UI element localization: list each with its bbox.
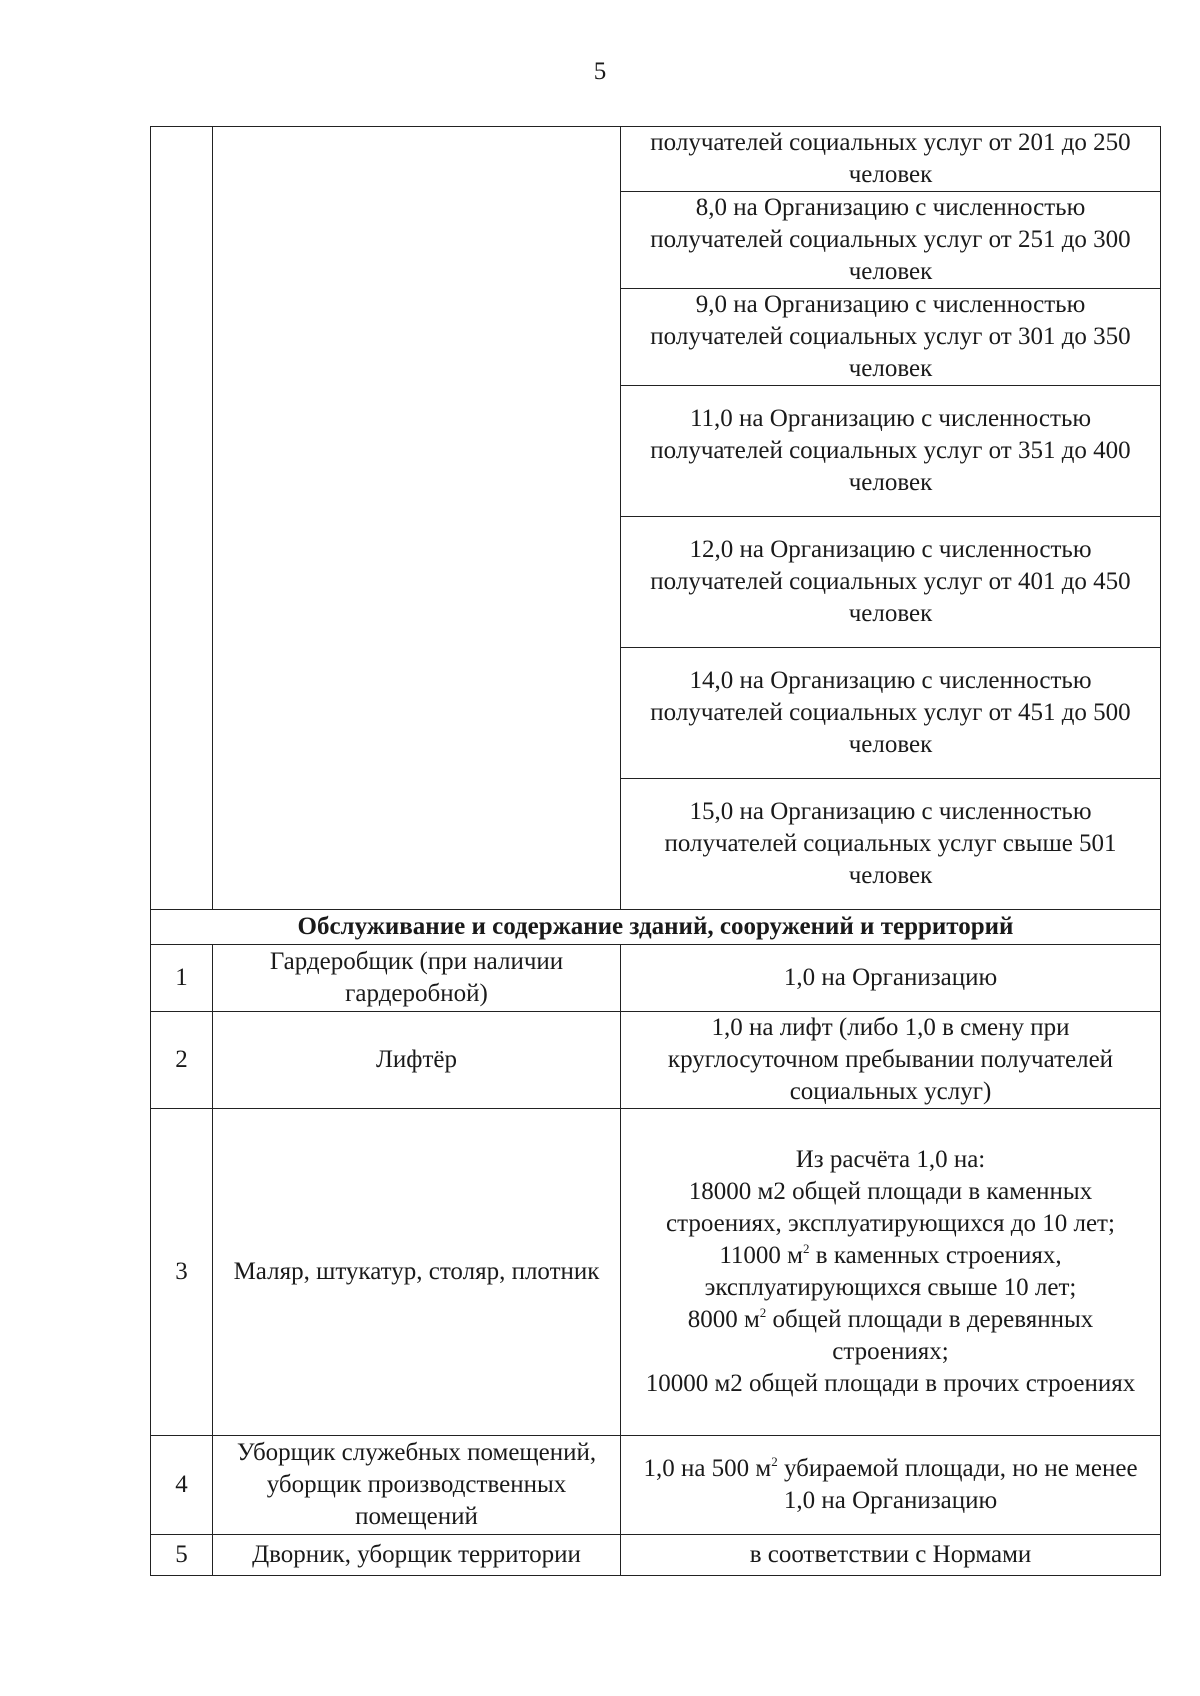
staff-norm: 1,0 на Организацию xyxy=(621,945,1161,1012)
row-number: 5 xyxy=(151,1535,213,1576)
superscript: 2 xyxy=(759,1305,767,1320)
norm-cell: 11,0 на Организацию с численностью получателей социальных услуг от 351 до 400 человек xyxy=(621,386,1161,517)
position-name: Дворник, уборщик территории xyxy=(213,1535,621,1576)
page-number: 5 xyxy=(593,58,607,85)
table-row xyxy=(151,127,1161,192)
norm-cell: получателей социальных услуг от 201 до 250 человек xyxy=(621,127,1161,192)
norm-cell: 8,0 на Организацию с численностью получателей социальных услуг от 251 до 300 человек xyxy=(621,192,1161,289)
norm-text: убираемой площади, но не менее 1,0 на Организацию xyxy=(777,1455,1138,1514)
staff-norm xyxy=(621,1109,1161,1436)
table-row xyxy=(151,1109,1161,1436)
norm-line: 10000 м2 общей площади в прочих строениях xyxy=(645,1370,1136,1397)
section-title: Обслуживание и содержание зданий, сооружений и территорий xyxy=(151,910,1161,945)
norm-line xyxy=(631,1304,1150,1368)
staff-norms-table xyxy=(150,126,1161,1576)
staff-norm xyxy=(621,1436,1161,1535)
norm-text: 1,0 на 500 м xyxy=(643,1455,772,1482)
section-row xyxy=(151,910,1161,945)
superscript: 2 xyxy=(803,1241,810,1256)
staff-norm: в соответствии с Нормами xyxy=(621,1535,1161,1576)
position-name: Маляр, штукатур, столяр, плотник xyxy=(213,1109,621,1436)
staff-norm: 1,0 на лифт (либо 1,0 в смену при круглосуточном пребывании получателей социальных услуг) xyxy=(621,1012,1161,1109)
table-row xyxy=(151,945,1161,1012)
norm-cell: 12,0 на Организацию с численностью получателей социальных услуг от 401 до 450 человек xyxy=(621,517,1161,648)
norm-text: в каменных строениях, эксплуатирующихся свыше 10 лет; xyxy=(704,1242,1077,1301)
position-cell-empty xyxy=(213,127,621,910)
norm-intro: Из расчёта 1,0 на: xyxy=(795,1146,986,1173)
position-name: Уборщик служебных помещений, уборщик производственных помещений xyxy=(213,1436,621,1535)
norm-cell: 14,0 на Организацию с численностью получателей социальных услуг от 451 до 500 человек xyxy=(621,648,1161,779)
norm-cell: 15,0 на Организацию с численностью получателей социальных услуг свыше 501 человек xyxy=(621,779,1161,910)
table-row xyxy=(151,1012,1161,1109)
norm-text: 11000 м xyxy=(719,1242,804,1269)
position-name: Гардеробщик (при наличии гардеробной) xyxy=(213,945,621,1012)
superscript: 2 xyxy=(771,1454,778,1469)
row-number: 4 xyxy=(151,1436,213,1535)
row-number: 1 xyxy=(151,945,213,1012)
norm-text: 8000 м xyxy=(687,1306,760,1333)
row-number: 3 xyxy=(151,1109,213,1436)
norm-line: 18000 м2 общей площади в каменных строениях, эксплуатирующихся до 10 лет; xyxy=(666,1178,1115,1237)
table-row xyxy=(151,1535,1161,1576)
norm-line xyxy=(631,1240,1150,1304)
table-row xyxy=(151,1436,1161,1535)
number-cell-empty xyxy=(151,127,213,910)
norm-cell: 9,0 на Организацию с численностью получателей социальных услуг от 301 до 350 человек xyxy=(621,289,1161,386)
norm-text: общей площади в деревянных строениях; xyxy=(766,1306,1094,1365)
position-name: Лифтёр xyxy=(213,1012,621,1109)
row-number: 2 xyxy=(151,1012,213,1109)
